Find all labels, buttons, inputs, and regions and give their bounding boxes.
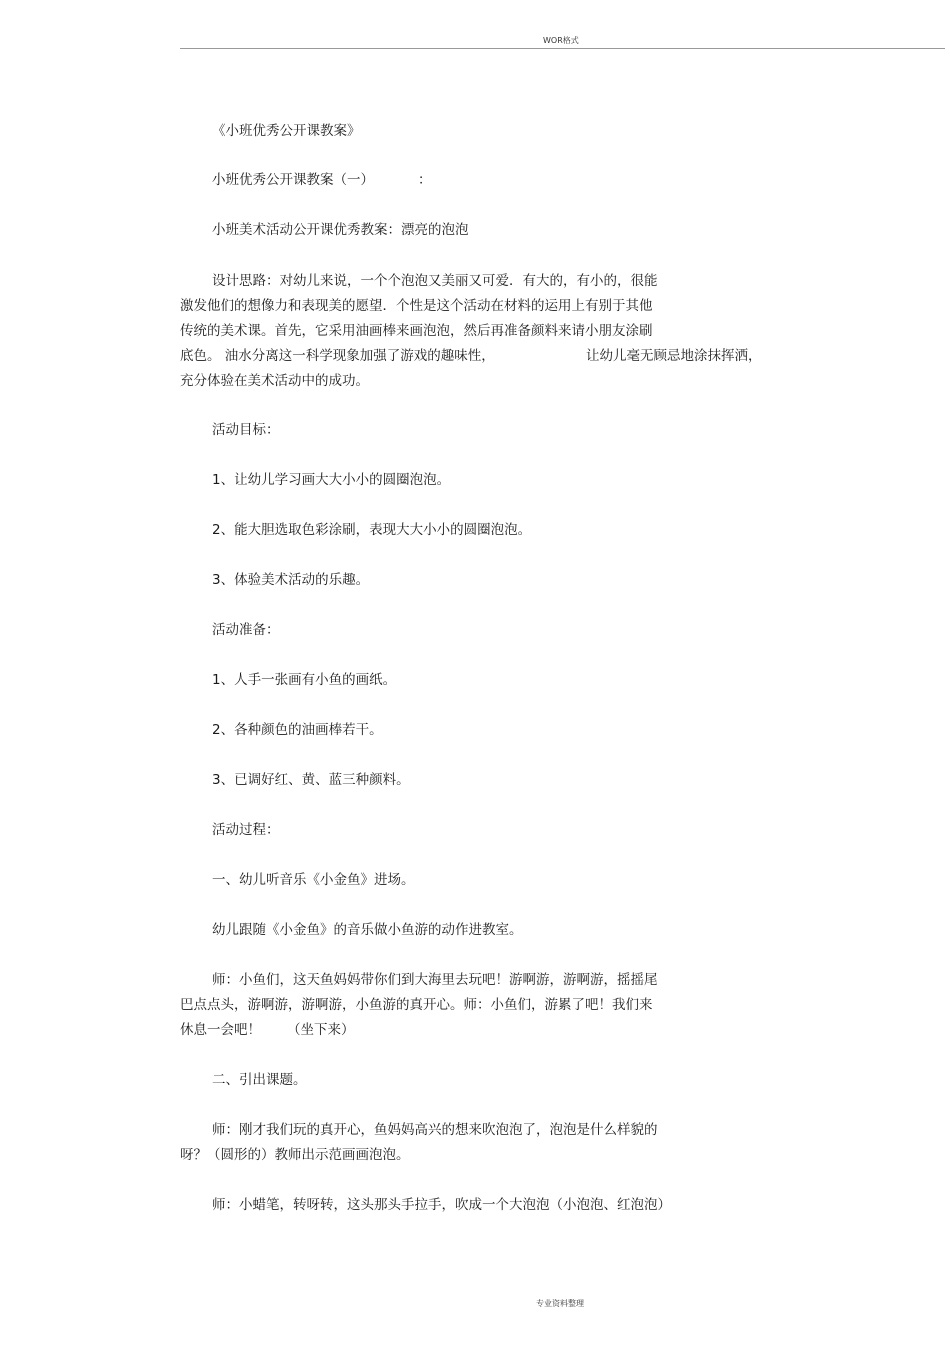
- activity-title: 小班美术活动公开课优秀教案：漂亮的泡泡: [212, 222, 469, 238]
- teacher-dialogue-line: [180, 1022, 355, 1038]
- goal-item: 2、能大胆选取色彩涂刷，表现大大小小的圆圈泡泡。: [212, 522, 532, 538]
- prep-item: 2、各种颜色的油画棒若干。: [212, 722, 383, 738]
- process-heading: 活动过程：: [212, 822, 280, 838]
- teacher-dialogue-line: 巴点点头，游啊游，游啊游，小鱼游的真开心。师：小鱼们，游累了吧！我们来: [180, 997, 653, 1013]
- process-step-heading: 二、引出课题。: [212, 1072, 307, 1088]
- page-header: WOR格式: [543, 36, 579, 45]
- process-step-heading: 一、幼儿听音乐《小金鱼》进场。: [212, 872, 415, 888]
- lesson-subtitle-colon: ：: [418, 172, 432, 188]
- teacher-dialogue-line: 师：小鱼们，这天鱼妈妈带你们到大海里去玩吧！游啊游，游啊游，摇摇尾: [212, 972, 658, 988]
- page-footer: 专业资料整理: [536, 1299, 584, 1308]
- lesson-subtitle-text: 小班优秀公开课教案（一）: [212, 172, 374, 188]
- lesson-subtitle: [212, 172, 432, 188]
- header-divider: [180, 48, 945, 49]
- design-paragraph-line: 激发他们的想像力和表现美的愿望．个性是这个活动在材料的运用上有别于其他: [180, 298, 653, 314]
- design-paragraph-line: 让幼儿毫无顾忌地涂抹挥洒，: [586, 348, 762, 364]
- design-paragraph-line: 设计思路：对幼儿来说，一个个泡泡又美丽又可爱．有大的，有小的，很能: [212, 273, 658, 289]
- document-title: 《小班优秀公开课教案》: [212, 123, 361, 139]
- teacher-dialogue-line: 呀？（圆形的）教师出示范画画泡泡。: [180, 1147, 410, 1163]
- prep-item: 1、人手一张画有小鱼的画纸。: [212, 672, 397, 688]
- goals-heading: 活动目标：: [212, 422, 280, 438]
- teacher-dialogue-line: 师：小蜡笔，转呀转，这头那头手拉手，吹成一个大泡泡（小泡泡、红泡泡）: [212, 1197, 671, 1213]
- goal-item: 1、让幼儿学习画大大小小的圆圈泡泡。: [212, 472, 451, 488]
- process-step-description: 幼儿跟随《小金鱼》的音乐做小鱼游的动作进教室。: [212, 922, 523, 938]
- design-paragraph-line: 底色。 油水分离这一科学现象加强了游戏的趣味性，: [180, 348, 495, 364]
- design-paragraph-line: 充分体验在美术活动中的成功。: [180, 373, 369, 389]
- teacher-dialogue-line: 师：刚才我们玩的真开心，鱼妈妈高兴的想来吹泡泡了，泡泡是什么样貌的: [212, 1122, 658, 1138]
- goal-item: 3、体验美术活动的乐趣。: [212, 572, 370, 588]
- stage-direction: （坐下来）: [287, 1022, 355, 1038]
- teacher-dialogue-text: 休息一会吧！: [180, 1022, 261, 1038]
- prep-heading: 活动准备：: [212, 622, 280, 638]
- prep-item: 3、已调好红、黄、蓝三种颜料。: [212, 772, 410, 788]
- design-paragraph-line: 传统的美术课。首先，它采用油画棒来画泡泡，然后再准备颜料来请小朋友涂刷: [180, 323, 653, 339]
